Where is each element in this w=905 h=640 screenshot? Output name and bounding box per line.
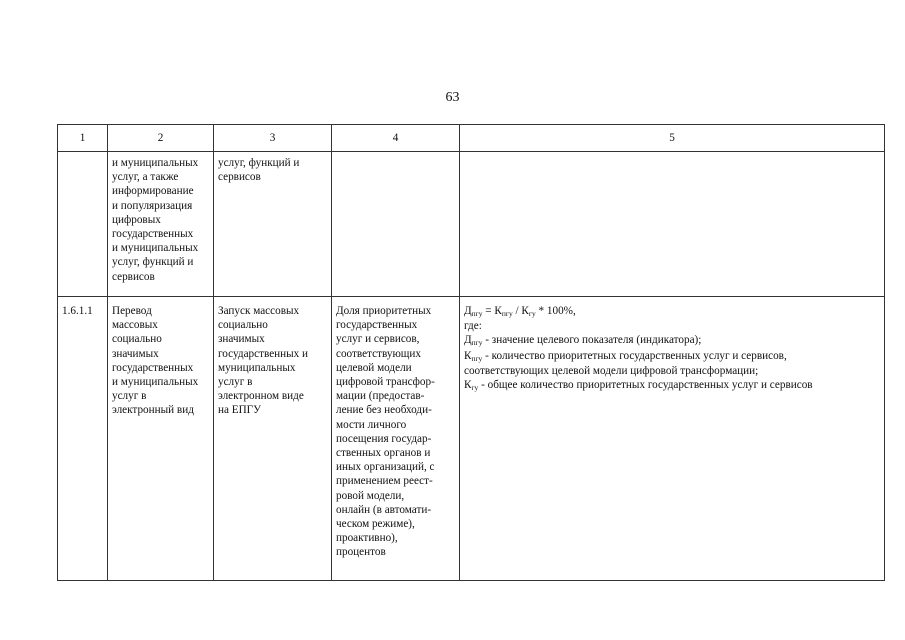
cont-col-2: и муниципальных услуг, а также информирование и популяризация цифровых государственных и муниципальных услуг, функций и сервисов — [108, 152, 214, 297]
table-header-row — [58, 125, 885, 152]
result-cell: Запуск массовых социально значимых государственных и муниципальных услуг в электронном виде на ЕПГУ — [214, 297, 332, 581]
table-row-1-6-1-1 — [58, 297, 885, 581]
definition-line: $К_{гу}$ - общее количество приоритетных государственных услуг и сервисов — [464, 379, 813, 393]
definition-line: соответствующих целевой модели цифровой трансформации; — [464, 364, 759, 377]
cont-col-3: услуг, функций и сервисов — [214, 152, 332, 297]
header-col-2: 2 — [108, 125, 214, 152]
table-row-continuation — [58, 152, 885, 297]
page-number: 63 — [445, 90, 460, 105]
indicator-cell: Доля приоритетных государственных услуг и сервисов, соответствующих целевой модели цифровой трансфор- мации (предостав- ление без необходи- мости личного посещения государ- ственных органов и иных организаций, с применением реест- ровой модели, онлайн (в автомати- ческом режиме), проактивно), процентов — [332, 297, 460, 581]
formula-line: $Д_{пгу} = К_{пгу} / К_{гу} * 100\%$, — [464, 305, 576, 318]
header-col-3: 3 — [214, 125, 332, 152]
row-number: 1.6.1.1 — [58, 297, 108, 581]
header-col-5: 5 — [460, 125, 885, 152]
method-cell — [460, 297, 885, 581]
cont-col-5 — [460, 152, 885, 297]
where-line: где: — [464, 320, 482, 333]
header-col-1: 1 — [58, 125, 108, 152]
definition-line: $К_{пгу}$ - количество приоритетных государственных услуг и сервисов, — [464, 349, 787, 363]
definition-line: $Д_{пгу}$ - значение целевого показателя (индикатора); — [464, 334, 702, 348]
event-name-cell: Перевод массовых социально значимых государственных и муниципальных услуг в электронный вид — [108, 297, 214, 581]
cont-col-1 — [58, 152, 108, 297]
header-col-4: 4 — [332, 125, 460, 152]
cont-col-4 — [332, 152, 460, 297]
document-table — [57, 124, 885, 581]
